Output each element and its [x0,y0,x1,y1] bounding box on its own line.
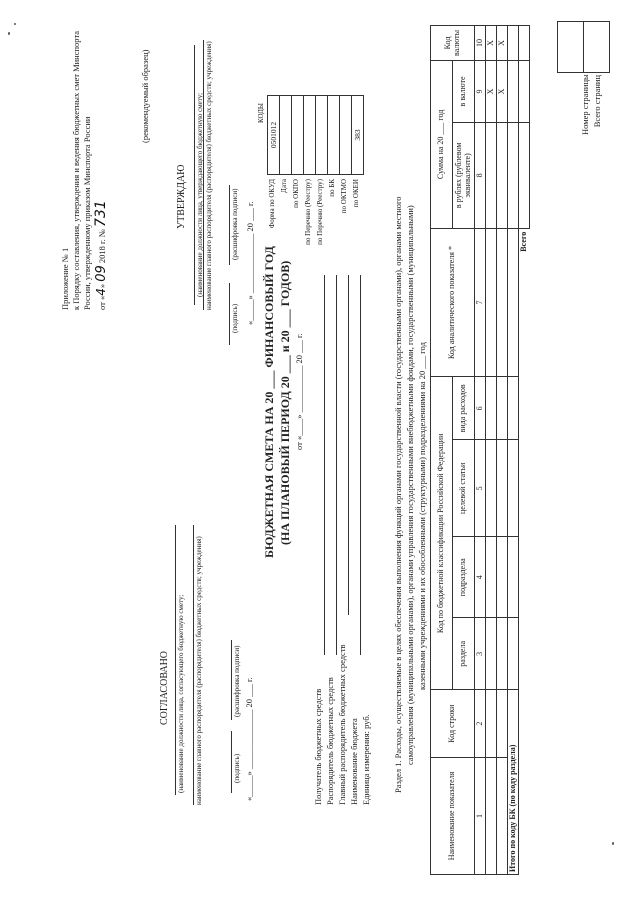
table-cell [508,537,519,618]
approve-title: УТВЕРЖДАЮ [176,164,187,229]
agreed-date: «_____» ______________ 20 ___ г. [244,677,254,801]
agreed-decode-caption: (расшифровка подписи) [233,645,241,717]
agreed-org-caption: наименование главного распорядителя (распорядителя) бюджетных средств; учреждения) [195,536,203,805]
handwritten-number: 731 [93,200,109,227]
agreed-org-line [193,525,194,805]
approve-decode-caption: (расшифровка подписи) [231,188,239,260]
th-target-article: целевой статьи [453,440,475,537]
appendix-line-1: Приложение № 1 [60,247,70,310]
table-cell [486,377,497,440]
table-cell [486,757,497,874]
approve-sign-caption: (подпись) [231,303,239,333]
codes-label-okud: Форма по ОКУД [268,179,276,229]
th-expense-type: вида расходов [453,377,475,440]
table-cell [508,618,519,690]
table-cell [497,440,508,537]
table-cell [497,690,508,758]
appendix-line-3: России, утвержденному приказом Минспорта России [82,116,92,310]
document-title-line-2: (НА ПЛАНОВЫЙ ПЕРИОД 20 ___ и 20 ___ ГОДОВ) [278,260,292,545]
table-cell [519,60,530,122]
table-cell [508,377,519,440]
section-line-3: казенными учреждениями и их обособленными (структурными) подразделениями на 20 ___ год [417,342,427,690]
codes-label-oktmo: по ОКТМО [340,179,348,214]
codes-okud-value: 0501012 [268,96,280,175]
section-line-2: самоуправления (муниципальными органами), органами управления государственными внебюджетными фондами, государственными (муниципальными) [405,205,415,765]
approve-position-line [194,45,195,305]
col-num-7: 7 [475,228,486,377]
table-cell [508,60,519,122]
handwritten-month: 09 [94,265,109,282]
table-cell [508,228,519,377]
x-mark: X [486,26,497,61]
field-unit: Единица измерения: руб. [361,714,371,805]
field-manager-line [336,275,337,655]
scan-speck [14,23,16,25]
x-mark: X [497,26,508,61]
th-razdel: раздела [453,618,475,690]
col-num-9: 9 [475,60,486,122]
field-chief-manager-line [348,275,349,615]
table-cell [486,122,497,228]
total-by-bk: Итого по коду БК (по коду раздела) [508,690,519,875]
table-cell [486,618,497,690]
codes-label-registry-1: по Перечню (Реестру) [304,179,312,245]
page-number-value [558,22,584,73]
table-cell [486,537,497,618]
table-cell [497,228,508,377]
col-num-2: 2 [475,690,486,758]
approve-sign-line [229,283,230,345]
document-date: от «____» ___________ 20 ___ г. [294,333,304,450]
col-num-5: 5 [475,440,486,537]
field-budget-name: Наименование бюджета [349,718,359,805]
table-cell [497,757,508,874]
col-num-4: 4 [475,537,486,618]
handwritten-day: 4 [94,288,108,296]
page-number-box [557,21,610,73]
codes-oktmo-value [340,96,352,175]
codes-registry-2-value [316,96,328,175]
agreed-title: СОГЛАСОВАНО [159,650,170,725]
agreed-position-line [175,525,176,795]
table-cell [519,122,530,228]
th-sum: Сумма на 20 ___ год [431,60,453,228]
section-line-1: Раздел 1. Расходы, осуществляемые в целях обеспечения выполнения функций органами государственной власти (государственными органами), органами местного [393,196,403,793]
table-cell [497,618,508,690]
codes-date-value [280,96,292,175]
col-num-8: 8 [475,122,486,228]
agreed-sign-caption: (подпись) [233,753,241,783]
scan-speck [8,32,10,35]
th-rubles: в рублях (рублевом эквиваленте) [453,122,475,228]
th-bk-code: Код по бюджетной классификации Российской Федерации [431,377,453,690]
table-cell [497,537,508,618]
col-num-10: 10 [475,26,486,61]
field-budget-name-line [360,275,361,655]
field-recipient: Получатель бюджетных средств [313,688,323,805]
th-indicator-name: Наименование показателя [431,757,475,874]
col-num-6: 6 [475,377,486,440]
approve-decode-line [229,185,230,265]
agreed-sign-line [231,731,232,793]
codes-label-date: Дата [280,179,288,193]
table-cell [497,122,508,228]
codes-table [267,95,364,175]
th-analytic-code: Код аналитического показателя * [431,228,475,377]
table-cell [508,440,519,537]
table-cell [519,26,530,61]
codes-label-okei: по ОКЕИ [352,179,360,208]
sample-note: (рекомендуемый образец) [140,49,150,143]
approve-org-caption: наименование главного распорядителя (распорядителя) бюджетных средств; учреждения) [205,41,213,310]
approve-org-line [203,40,204,310]
appendix-line-4: от «4» 09 2018 г. № 731 [93,200,109,310]
grand-total-label: Всего [519,228,530,874]
table-cell [497,377,508,440]
x-mark: X [486,60,497,122]
table-cell [486,690,497,758]
codes-label-okpo: по ОКПО [292,179,300,208]
table-cell [508,26,519,61]
codes-registry-1-value [304,96,316,175]
agreed-decode-line [231,640,232,720]
codes-label-bk: по БК [328,179,336,197]
field-recipient-line [324,275,325,655]
codes-okei-value: 383 [352,96,364,175]
x-mark: X [497,60,508,122]
approve-position-caption: (наименование должности лица, утверждающего бюджетную смету; [196,92,204,297]
agreed-position-caption: (наименование должности лица, согласующего бюджетную смету; [177,594,185,793]
th-currency-code: Код валюты [431,26,475,61]
field-chief-manager: Главный распорядитель бюджетных средств [337,644,347,805]
col-num-3: 3 [475,618,486,690]
codes-header: КОДЫ [257,102,265,124]
th-row-code: Код строки [431,690,475,758]
th-currency: в валюте [453,60,475,122]
col-num-1: 1 [475,757,486,874]
field-manager: Распорядитель бюджетных средств [325,677,335,805]
total-pages-label: Всего страниц [592,75,602,128]
expenses-table [430,25,530,875]
document-title-line-1: БЮДЖЕТНАЯ СМЕТА НА 20 ___ ФИНАНСОВЫЙ ГОД [262,246,276,558]
table-cell [486,440,497,537]
appendix-line-2: к Порядку составления, утверждения и ведения бюджетных смет Минспорта [71,30,81,310]
approve-date: «_____» ______________ 20 ___ г. [245,201,255,325]
codes-bk-value [328,96,340,175]
table-cell [486,228,497,377]
table-cell [508,122,519,228]
page-number-label: Номер страницы [580,74,590,135]
th-podrazdel: подраздела [453,537,475,618]
codes-label-registry-2: по Перечню (Реестру) [316,179,324,245]
scan-speck [612,842,614,845]
total-pages-value [584,22,610,73]
codes-okpo-value [292,96,304,175]
